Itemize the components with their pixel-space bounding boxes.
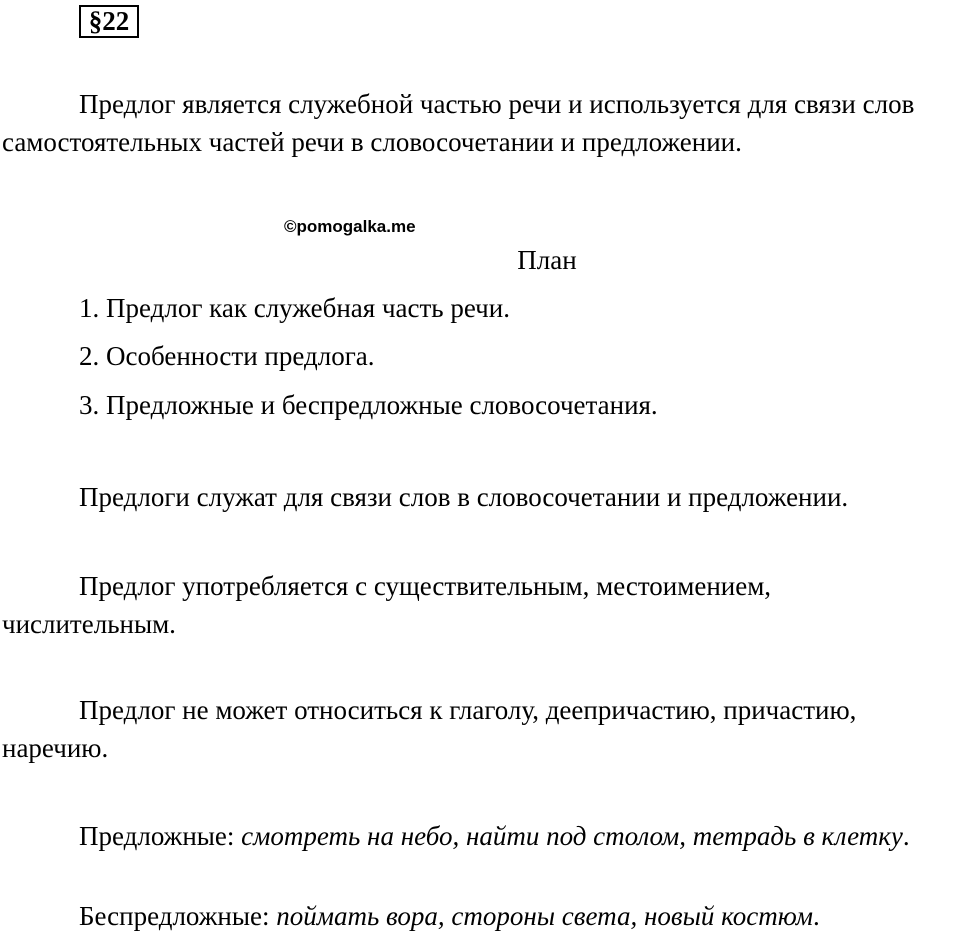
example-prepositional-end: . <box>902 821 910 851</box>
intro-paragraph <box>2 85 958 161</box>
plan-item-2: 2. Особенности предлога. <box>79 341 375 371</box>
paragraph-restriction <box>2 691 958 767</box>
example-non-prepositional-end: . <box>812 901 820 931</box>
plan-item-3: 3. Предложные и беспредложные словосочетания. <box>79 390 658 420</box>
paragraph-usage-text: Предлог употребляется с существительным, местоимением, числительным. <box>2 571 772 639</box>
example-prepositional-colon: : <box>226 821 235 851</box>
section-number-badge: §22 <box>79 5 139 38</box>
example-non-prepositional-text: поймать вора, стороны света, новый костюм <box>276 901 813 931</box>
paragraph-usage <box>2 567 892 643</box>
paragraph-function <box>2 478 958 516</box>
watermark: ©pomogalka.me <box>284 217 416 236</box>
plan-title: План <box>517 245 577 275</box>
example-non-prepositional-label: Беспредложные <box>79 901 262 931</box>
paragraph-restriction-text: Предлог не может относиться к глаголу, деепричастию, причастию, наречию. <box>2 695 857 763</box>
example-non-prepositional <box>2 897 958 935</box>
example-prepositional-label: Предложные <box>79 821 227 851</box>
example-non-prepositional-colon: : <box>262 901 270 931</box>
paragraph-function-text: Предлоги служат для связи слов в словосочетании и предложении. <box>79 482 849 512</box>
example-prepositional <box>2 817 922 855</box>
intro-text: Предлог является служебной частью речи и используется для связи слов самостоятельных частей речи в словосочетании и предложении. <box>2 89 915 157</box>
example-prepositional-text: смотреть на небо, найти под столом, тетрадь в клетку <box>241 821 903 851</box>
plan-item-1: 1. Предлог как служебная часть речи. <box>79 293 510 323</box>
